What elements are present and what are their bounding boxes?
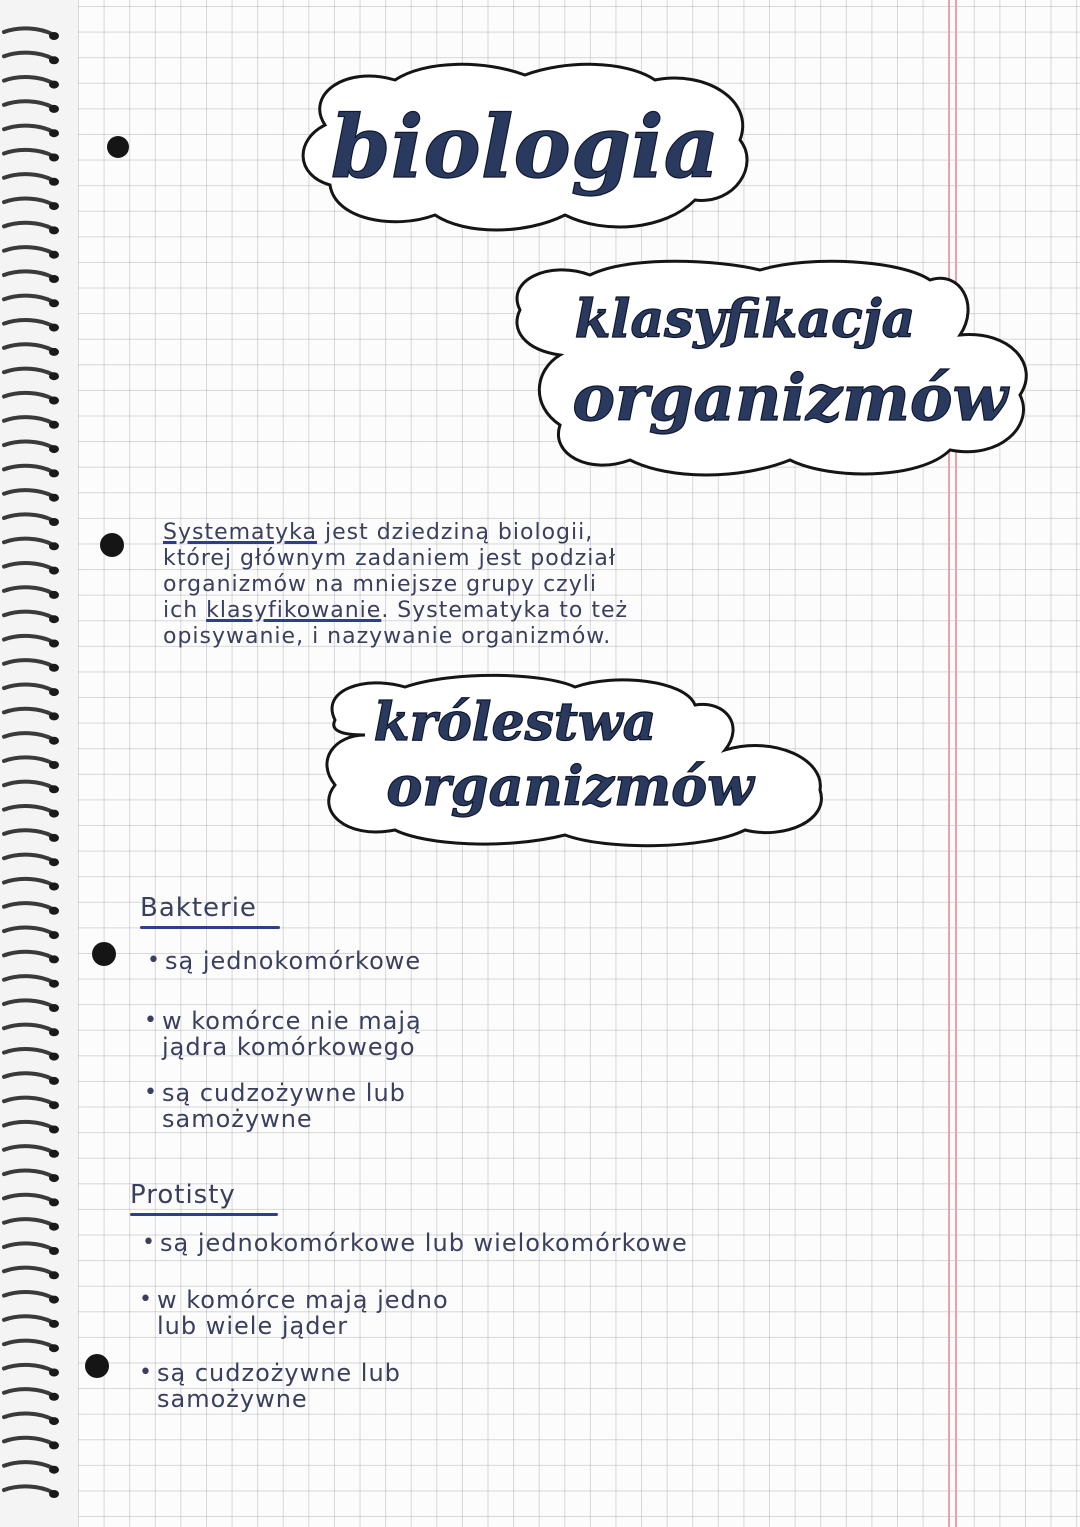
spiral-coil (4, 1316, 59, 1328)
klasyfikowanie-term: klasyfikowanie (206, 598, 382, 623)
spiral-coil (4, 903, 59, 915)
spiral-coil (4, 782, 59, 794)
spiral-coil (4, 1170, 59, 1182)
spiral-coil (4, 976, 59, 988)
intro-line3: organizmów na mniejsze grupy czyli (163, 572, 597, 597)
protisty-point-2: • w komórce mają jedno lub wiele jąder (139, 1286, 449, 1340)
right-margin-line-2 (955, 0, 957, 1527)
spiral-coil (4, 514, 59, 526)
section-line2: organizmów (386, 754, 754, 818)
protisty-heading: Protisty (130, 1180, 236, 1210)
spiral-coil (4, 101, 59, 113)
spiral-coil (4, 1341, 59, 1353)
spiral-coil (4, 855, 59, 867)
spiral-coil (4, 1462, 59, 1474)
intro-line4-pre: ich (163, 598, 207, 623)
spiral-coil (4, 1073, 59, 1085)
spiral-coil (4, 417, 59, 429)
spiral-coil (4, 709, 59, 721)
spiral-coil (4, 952, 59, 964)
punch-hole (85, 1354, 109, 1378)
spiral-coil (4, 1365, 59, 1377)
bakterie-heading: Bakterie (140, 893, 257, 923)
right-margin-line (948, 0, 950, 1527)
spiral-coil (4, 1292, 59, 1304)
punch-hole (92, 942, 116, 966)
spiral-coil (4, 539, 59, 551)
underline (130, 1213, 278, 1216)
spiral-coil (4, 77, 59, 89)
spiral-coil (4, 174, 59, 186)
protisty-point-1: • są jednokomórkowe lub wielokomórkowe (142, 1229, 688, 1257)
spiral-coil (4, 1486, 59, 1498)
intro-paragraph (163, 520, 903, 650)
spiral-coil (4, 1219, 59, 1231)
spiral-coil (4, 1243, 59, 1255)
spiral-coil (4, 806, 59, 818)
intro-line5: opisywanie, i nazywanie organizmów. (163, 624, 612, 649)
spiral-coil (4, 1389, 59, 1401)
spiral-coil (4, 1122, 59, 1134)
protisty-point-3: • są cudzożywne lub samożywne (139, 1359, 401, 1413)
spiral-coil (4, 660, 59, 672)
intro-line1: jest dziedziną biologii, (317, 520, 594, 545)
punch-hole (100, 533, 124, 557)
spiral-coil (4, 490, 59, 502)
spiral-coil (4, 150, 59, 162)
spiral-coil (4, 636, 59, 648)
spiral-coil (4, 1146, 59, 1158)
spiral-coil (4, 271, 59, 283)
spiral-coil (4, 28, 59, 40)
bakterie-point-3: • są cudzożywne lub samożywne (144, 1079, 406, 1133)
spiral-coil (4, 879, 59, 891)
bakterie-point-1: • są jednokomórkowe (147, 947, 422, 975)
spiral-coil (4, 1195, 59, 1207)
spiral-coil (4, 1413, 59, 1425)
punch-hole (107, 136, 129, 158)
spiral-coil (4, 612, 59, 624)
spiral-coil (4, 1000, 59, 1012)
spiral-coil (4, 320, 59, 332)
intro-line2: której głównym zadaniem jest podział (163, 546, 617, 571)
spiral-coil (4, 247, 59, 259)
section-bubble (305, 665, 835, 850)
spiral-coil (4, 441, 59, 453)
spiral-coil (4, 733, 59, 745)
spiral-coil (4, 1268, 59, 1280)
spiral-coil (4, 830, 59, 842)
systematyka-term: Systematyka (163, 520, 317, 545)
underline (140, 926, 280, 929)
spiral-coil (4, 1438, 59, 1450)
subtitle-line2: organizmów (572, 361, 1008, 436)
bakterie-point-2: • w komórce nie mają jądra komórkowego (144, 1007, 422, 1061)
spiral-coil (4, 587, 59, 599)
subtitle-line1: klasyfikacja (574, 289, 916, 350)
spiral-coil (4, 927, 59, 939)
spiral-coil (4, 344, 59, 356)
spiral-coil (4, 1025, 59, 1037)
spiral-coil (4, 296, 59, 308)
spiral-binding (0, 20, 70, 1520)
subtitle-bubble (500, 255, 1040, 485)
main-title: biologia (330, 97, 720, 198)
main-title-bubble (285, 55, 765, 240)
spiral-coil (4, 223, 59, 235)
spiral-coil (4, 1098, 59, 1110)
spiral-coil (4, 757, 59, 769)
spiral-coil (4, 563, 59, 575)
spiral-coil (4, 393, 59, 405)
section-line1: królestwa (373, 692, 657, 753)
spiral-coil (4, 53, 59, 65)
spiral-coil (4, 684, 59, 696)
spiral-coil (4, 1049, 59, 1061)
intro-line4-post: . Systematyka to też (381, 598, 629, 623)
spiral-coil (4, 126, 59, 138)
spiral-coil (4, 369, 59, 381)
spiral-coil (4, 198, 59, 210)
spiral-coil (4, 466, 59, 478)
